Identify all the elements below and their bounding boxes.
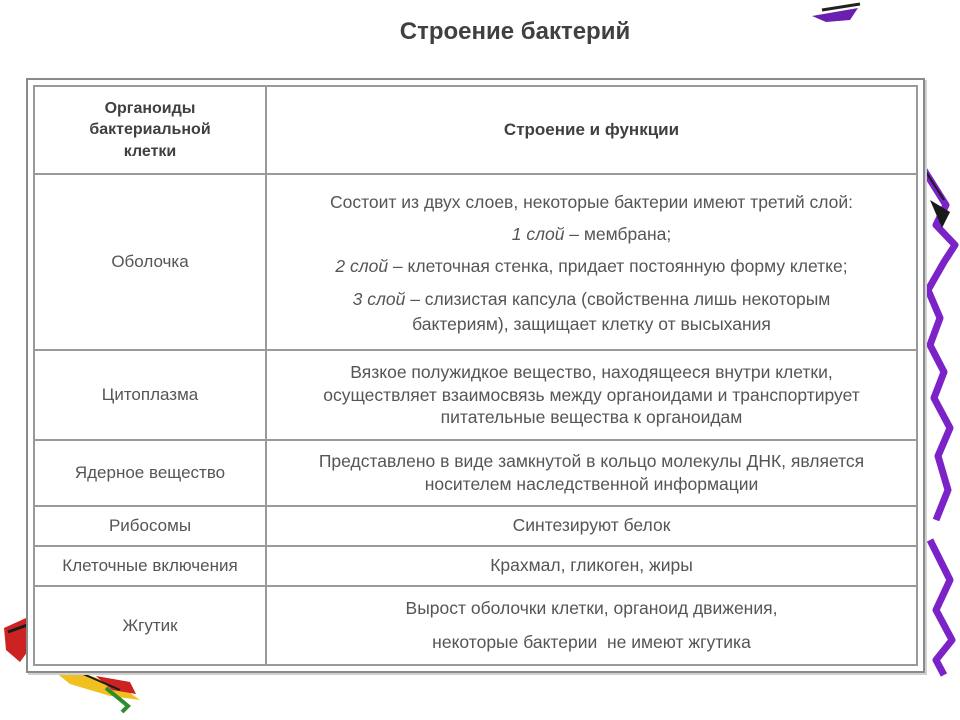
table-row (34, 546, 917, 586)
header-structure-functions: Строение и функции (266, 86, 917, 174)
organoid-flagellum: Жгутик (34, 586, 266, 665)
cytoplasm-line: осуществляет взаимосвязь между органоидами и транспортирует (323, 384, 860, 405)
inclusions-function: Крахмал, гликоген, жиры (266, 546, 917, 586)
flagellum-line: Вырост оболочки клетки, органоид движения, (405, 598, 778, 619)
header-organoids-line: Органоиды (104, 99, 196, 117)
envelope-description (266, 174, 917, 350)
nuclear-line: носителем наследственной информации (424, 474, 759, 494)
layer-2-text: – клеточная стенка, придает постоянную форму клетке; (388, 256, 848, 277)
layer-3-label: 3 слой (352, 288, 406, 309)
organoid-ribosomes: Рибосомы (34, 506, 266, 546)
nuclear-description (266, 440, 917, 506)
layer-3-text: – слизистая капсула (свойственна лишь некоторым (405, 288, 831, 309)
table-header-row (34, 86, 917, 174)
layer-2-label: 2 слой (335, 256, 389, 277)
table-row (34, 350, 917, 440)
bacteria-structure-table (33, 85, 918, 666)
header-organoids (34, 86, 266, 174)
organoid-nuclear-substance: Ядерное вещество (34, 440, 266, 506)
header-organoids-line: клетки (123, 142, 177, 160)
envelope-layer-3 (267, 287, 916, 338)
cytoplasm-line: питательные вещества к органоидам (440, 407, 743, 428)
table-row (34, 506, 917, 546)
cytoplasm-description (266, 350, 917, 440)
cytoplasm-line: Вязкое полужидкое вещество, находящееся внутри клетки, (350, 361, 833, 382)
layer-1-text: – мембрана; (564, 223, 672, 244)
table-row (34, 586, 917, 665)
table-row (34, 174, 917, 350)
organoid-cell-inclusions: Клеточные включения (34, 546, 266, 586)
page-title: Строение бактерий (399, 18, 631, 45)
envelope-intro: Состоит из двух слоев, некоторые бактерии имеют третий слой: (329, 191, 854, 212)
layer-3-text-cont: бактериям), защищает клетку от высыхания (412, 314, 771, 335)
envelope-layer-1 (267, 222, 916, 247)
flagellum-description (266, 586, 917, 665)
nuclear-line: Представлено в виде замкнутой в кольцо молекулы ДНК, является (318, 451, 865, 472)
flagellum-line: некоторые бактерии не имеют жгутика (432, 631, 751, 652)
layer-1-label: 1 слой (511, 223, 565, 244)
envelope-layer-2 (267, 254, 916, 279)
structure-table-frame (26, 78, 925, 673)
right-purple-zigzag (924, 170, 955, 675)
ribosomes-function: Синтезируют белок (266, 506, 917, 546)
organoid-cytoplasm: Цитоплазма (34, 350, 266, 440)
organoid-envelope: Оболочка (34, 174, 266, 350)
header-organoids-line: бактериальной (89, 121, 211, 139)
table-row (34, 440, 917, 506)
